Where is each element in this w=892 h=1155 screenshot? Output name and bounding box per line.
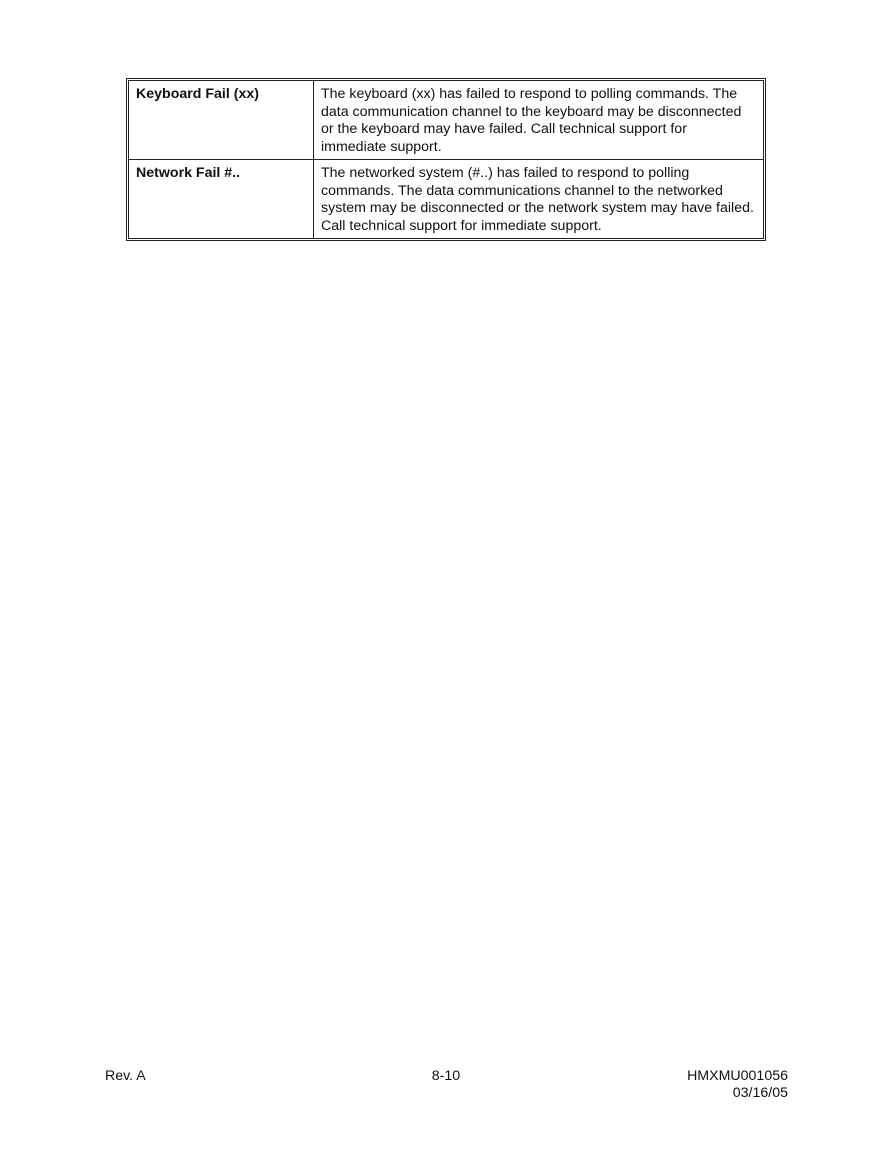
error-message-table [126, 78, 766, 241]
table-cell-description: The networked system (#..) has failed to respond to polling commands. The data communications channel to the networked system may be disconnected or the network system may have failed. Call technical support for immediate support. [314, 160, 764, 239]
footer-revision: Rev. A [105, 1068, 146, 1084]
table-row [129, 160, 763, 239]
footer-document-info [687, 1068, 788, 1102]
table-cell-description: The keyboard (xx) has failed to respond to polling commands. The data communication channel to the keyboard may be disconnected or the keyboard may have failed. Call technical support for immediate support. [314, 81, 764, 160]
table-row [129, 81, 763, 160]
footer-document-id: HMXMU001056 [687, 1068, 788, 1084]
footer-date: 03/16/05 [732, 1085, 788, 1101]
table-cell-term: Keyboard Fail (xx) [129, 81, 314, 160]
table-cell-term: Network Fail #.. [129, 160, 314, 239]
error-message-table-grid [129, 81, 763, 238]
footer-page-number: 8-10 [431, 1068, 461, 1084]
